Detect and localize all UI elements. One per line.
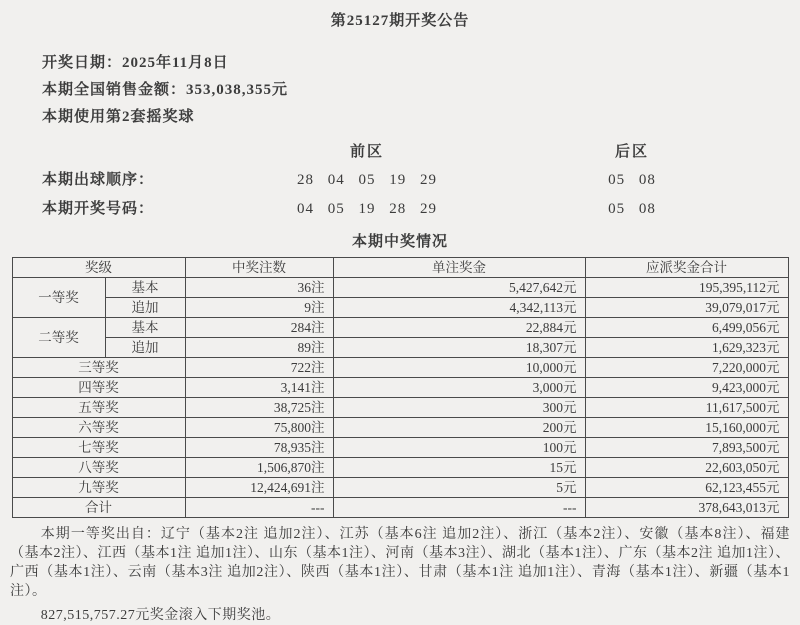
column-header-level: 奖级: [12, 258, 185, 278]
total-cell: 7,220,000元: [585, 358, 788, 378]
count-cell: 722注: [185, 358, 333, 378]
table-row: [12, 478, 788, 498]
winning-numbers-row: [0, 199, 800, 219]
count-cell: 38,725注: [185, 398, 333, 418]
column-header-total: 应派奖金合计: [585, 258, 788, 278]
total-cell: 11,617,500元: [585, 398, 788, 418]
rollover-note: 827,515,757.27元奖金滚入下期奖池。: [40, 608, 281, 623]
prize-table: [12, 257, 789, 518]
table-row: [12, 338, 788, 358]
table-total-row: [12, 498, 788, 518]
zone-header-spacer: [0, 143, 232, 161]
per-prize-cell: 100元: [333, 438, 585, 458]
count-cell: 3,141注: [185, 378, 333, 398]
winning-numbers-label: 本期开奖号码：: [42, 201, 155, 217]
prize-level-cell: 四等奖: [12, 378, 185, 398]
per-prize-cell: 22,884元: [333, 318, 585, 338]
draw-order-row: [0, 170, 800, 190]
table-row: [12, 358, 788, 378]
ball-set-line: 本期使用第2套摇奖球: [42, 109, 195, 125]
total-cell: 22,603,050元: [585, 458, 788, 478]
per-prize-cell: 4,342,113元: [333, 298, 585, 318]
draw-date-line: 开奖日期：2025年11月8日: [42, 55, 229, 71]
per-prize-cell: 3,000元: [333, 378, 585, 398]
count-cell: 1,506,870注: [185, 458, 333, 478]
front-zone-label: 前区: [349, 144, 384, 160]
draw-order-label: 本期出球顺序：: [42, 172, 155, 188]
prize-sub-cell: 追加: [105, 338, 185, 358]
count-cell: 89注: [185, 338, 333, 358]
prize-level-cell: 六等奖: [12, 418, 185, 438]
total-cell: 39,079,017元: [585, 298, 788, 318]
per-prize-cell: 5,427,642元: [333, 278, 585, 298]
sales-amount-line: 本期全国销售金额：353,038,355元: [42, 82, 289, 98]
total-cell: 9,423,000元: [585, 378, 788, 398]
count-cell: 12,424,691注: [185, 478, 333, 498]
per-prize-cell: 18,307元: [333, 338, 585, 358]
table-row: [12, 458, 788, 478]
per-prize-cell: 200元: [333, 418, 585, 438]
prize-level-cell: 八等奖: [12, 458, 185, 478]
table-row: [12, 298, 788, 318]
prize-level-cell: 九等奖: [12, 478, 185, 498]
per-prize-cell: ---: [333, 498, 585, 518]
column-header-count: 中奖注数: [185, 258, 333, 278]
rear-zone-label: 后区: [614, 144, 649, 160]
per-prize-cell: 5元: [333, 478, 585, 498]
count-cell: 36注: [185, 278, 333, 298]
draw-order-rear-numbers: 05 08: [608, 172, 656, 188]
winning-numbers-rear: 05 08: [608, 201, 656, 217]
first-prize-origin-note: 本期一等奖出自：辽宁（基本2注 追加2注）、江苏（基本6注 追加2注）、浙江（基本2注）、安徽（基本8注）、福建（基本2注）、江西（基本1注 追加1注）、山东（基本1注）、河南（基本3注）、湖北（基本1注）、广东（基本2注 追加1注）、广西（基本1注）、云南（基本3注 追加2注）、陕西（基本1注）、甘肃（基本1注 追加1注）、青海（基本1注）、新疆（基本1注）。: [10, 527, 790, 599]
count-cell: 75,800注: [185, 418, 333, 438]
prize-level-cell: 二等奖: [12, 318, 105, 358]
total-cell: 15,160,000元: [585, 418, 788, 438]
count-cell: 284注: [185, 318, 333, 338]
prize-section-title: 本期中奖情况: [351, 234, 448, 250]
prize-level-cell: 一等奖: [12, 278, 105, 318]
table-row: [12, 318, 788, 338]
total-cell: 6,499,056元: [585, 318, 788, 338]
table-header-row: [12, 258, 788, 278]
prize-sub-cell: 基本: [105, 318, 185, 338]
prize-level-cell: 七等奖: [12, 438, 185, 458]
prize-level-cell: 三等奖: [12, 358, 185, 378]
zone-header-row: [0, 143, 800, 161]
count-cell: ---: [185, 498, 333, 518]
table-row: [12, 398, 788, 418]
table-row: [12, 418, 788, 438]
total-cell: 378,643,013元: [585, 498, 788, 518]
prize-sub-cell: 追加: [105, 298, 185, 318]
count-cell: 78,935注: [185, 438, 333, 458]
column-header-per-prize: 单注奖金: [333, 258, 585, 278]
draw-order-front-numbers: 28 04 05 19 29: [297, 172, 437, 188]
table-row: [12, 438, 788, 458]
table-row: [12, 378, 788, 398]
total-cell: 62,123,455元: [585, 478, 788, 498]
per-prize-cell: 300元: [333, 398, 585, 418]
winning-numbers-front: 04 05 19 28 29: [297, 201, 437, 217]
total-cell: 7,893,500元: [585, 438, 788, 458]
draw-info-block: [42, 50, 800, 131]
prize-sub-cell: 基本: [105, 278, 185, 298]
prize-level-cell: 五等奖: [12, 398, 185, 418]
total-cell: 1,629,323元: [585, 338, 788, 358]
per-prize-cell: 10,000元: [333, 358, 585, 378]
page-title: 第25127期开奖公告: [330, 13, 470, 29]
table-row: [12, 278, 788, 298]
total-cell: 195,395,112元: [585, 278, 788, 298]
per-prize-cell: 15元: [333, 458, 585, 478]
prize-level-cell: 合计: [12, 498, 185, 518]
count-cell: 9注: [185, 298, 333, 318]
